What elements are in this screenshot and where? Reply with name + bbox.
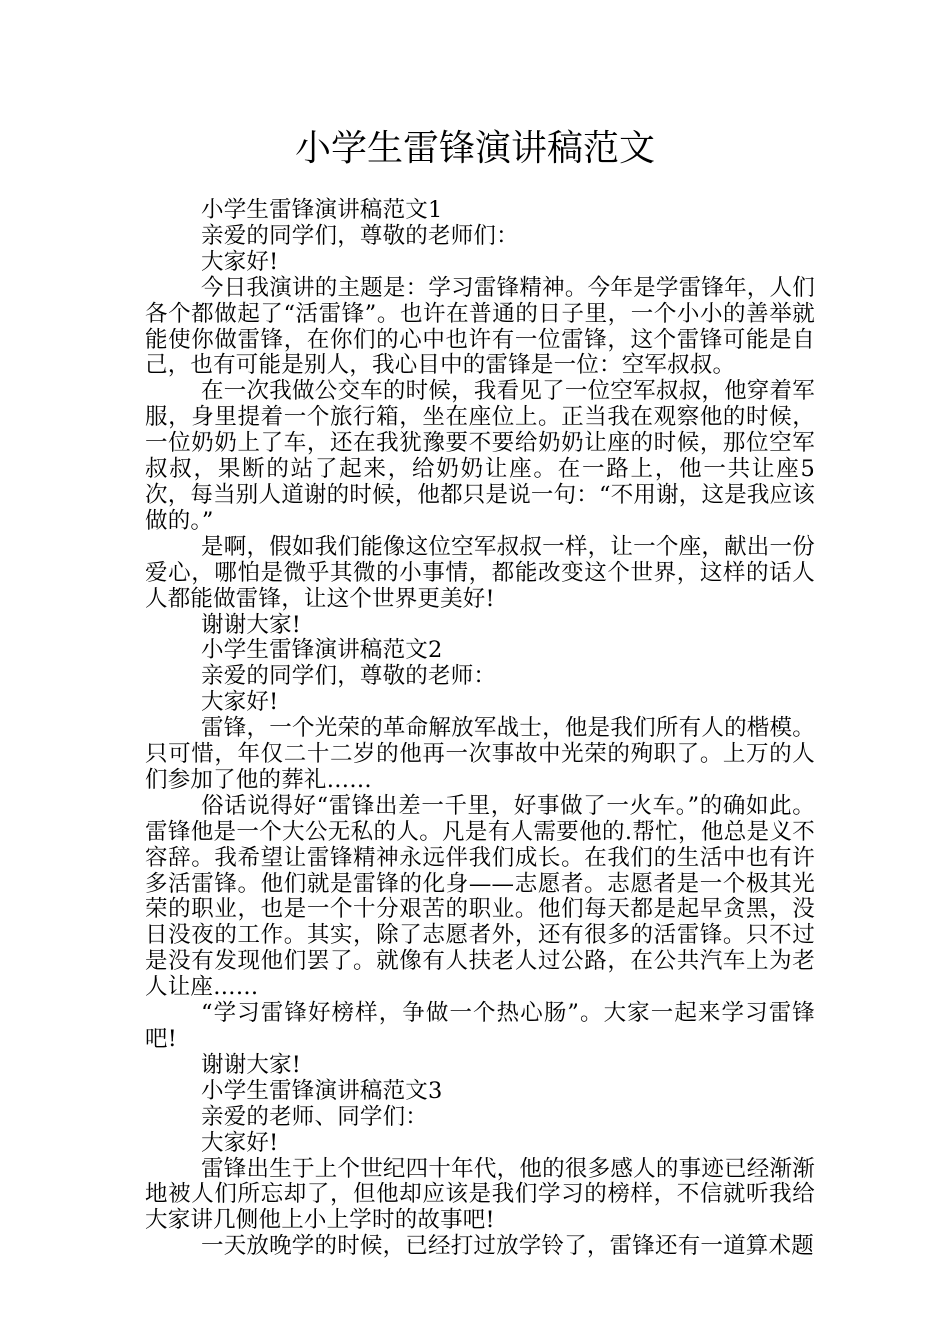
greeting-line: 亲爱的同学们，尊敬的老师们： (201, 222, 519, 249)
greeting-line: 亲爱的同学们，尊敬的老师： (201, 663, 497, 690)
body-paragraph: 雷锋，一个光荣的革命解放军战士，他是我们所有人的楷模。只可惜，年仅二十二岁的他再一次事故中光荣的殉职了。上万的人们参加了他的葬礼…… (145, 715, 815, 793)
body-paragraph: 在一次我做公交车的时候，我看见了一位空军叔叔，他穿着军服，身里提着一个旅行箱，坐在座位上。正当我在观察他的时候，一位奶奶上了车，还在我犹豫要不要给奶奶让座的时候，那位空军叔叔，果断的站了起来，给奶奶让座。在一路上，他一共让座5次，每当别人道谢的时候，他都只是说一句：“不用谢，这是我应该做的。” (145, 378, 816, 534)
greeting-line: 大家好! (201, 689, 279, 716)
body-paragraph: 俗话说得好“雷锋出差一千里，好事做了一火车。”的确如此。雷锋他是一个大公无私的人。凡是有人需要他的.帮忙，他总是义不容辞。我希望让雷锋精神永远伴我们成长。在我们的生活中也有许多活雷锋。他们就是雷锋的化身——志愿者。志愿者是一个极其光荣的职业，也是一个十分艰苦的职业。他们每天都是起早贪黑，没日没夜的工作。其实，除了志愿者外，还有很多的活雷锋。只不过是没有发现他们罢了。就像有人扶老人过公路，在公共汽车上为老人让座…… (145, 792, 815, 1001)
body-paragraph: 是啊，假如我们能像这位空军叔叔一样，让一个座，献出一份爱心，哪怕是微乎其微的小事情，都能改变这个世界，这样的话人人都能做雷锋，让这个世界更美好! (145, 533, 815, 612)
body-paragraph: 今日我演讲的主题是：学习雷锋精神。今年是学雷锋年，人们各个都做起了“活雷锋”。也许在普通的日子里，一个小小的善举就能使你做雷锋，在你们的心中也许有一位雷锋，这个雷锋可能是自己，也有可能是别人，我心目中的雷锋是一位：空军叔叔。 (145, 274, 815, 379)
body-paragraph: 一天放晚学的时候，已经打过放学铃了，雷锋还有一道算术题 (201, 1233, 814, 1260)
heading-essay-2: 小学生雷锋演讲稿范文2 (201, 637, 443, 664)
greeting-line: 亲爱的老师、同学们： (201, 1103, 429, 1130)
heading-essay-1: 小学生雷锋演讲稿范文1 (201, 197, 443, 223)
greeting-line: 大家好! (201, 248, 279, 275)
heading-essay-3: 小学生雷锋演讲稿范文3 (201, 1077, 443, 1104)
body-paragraph: 雷锋出生于上个世纪四十年代，他的很多感人的事迹已经渐渐地被人们所忘却了，但他却应该是我们学习的榜样，不信就听我给大家讲几侧他上小上学时的故事吧! (145, 1155, 815, 1234)
document-body (145, 198, 815, 1260)
document-title: 小学生雷锋演讲稿范文 (294, 128, 655, 169)
closing-line: 谢谢大家! (201, 611, 302, 638)
closing-line: 谢谢大家! (201, 1051, 302, 1078)
greeting-line: 大家好! (201, 1129, 279, 1156)
body-paragraph: “学习雷锋好榜样，争做一个热心肠”。大家一起来学习雷锋吧! (145, 1000, 815, 1052)
